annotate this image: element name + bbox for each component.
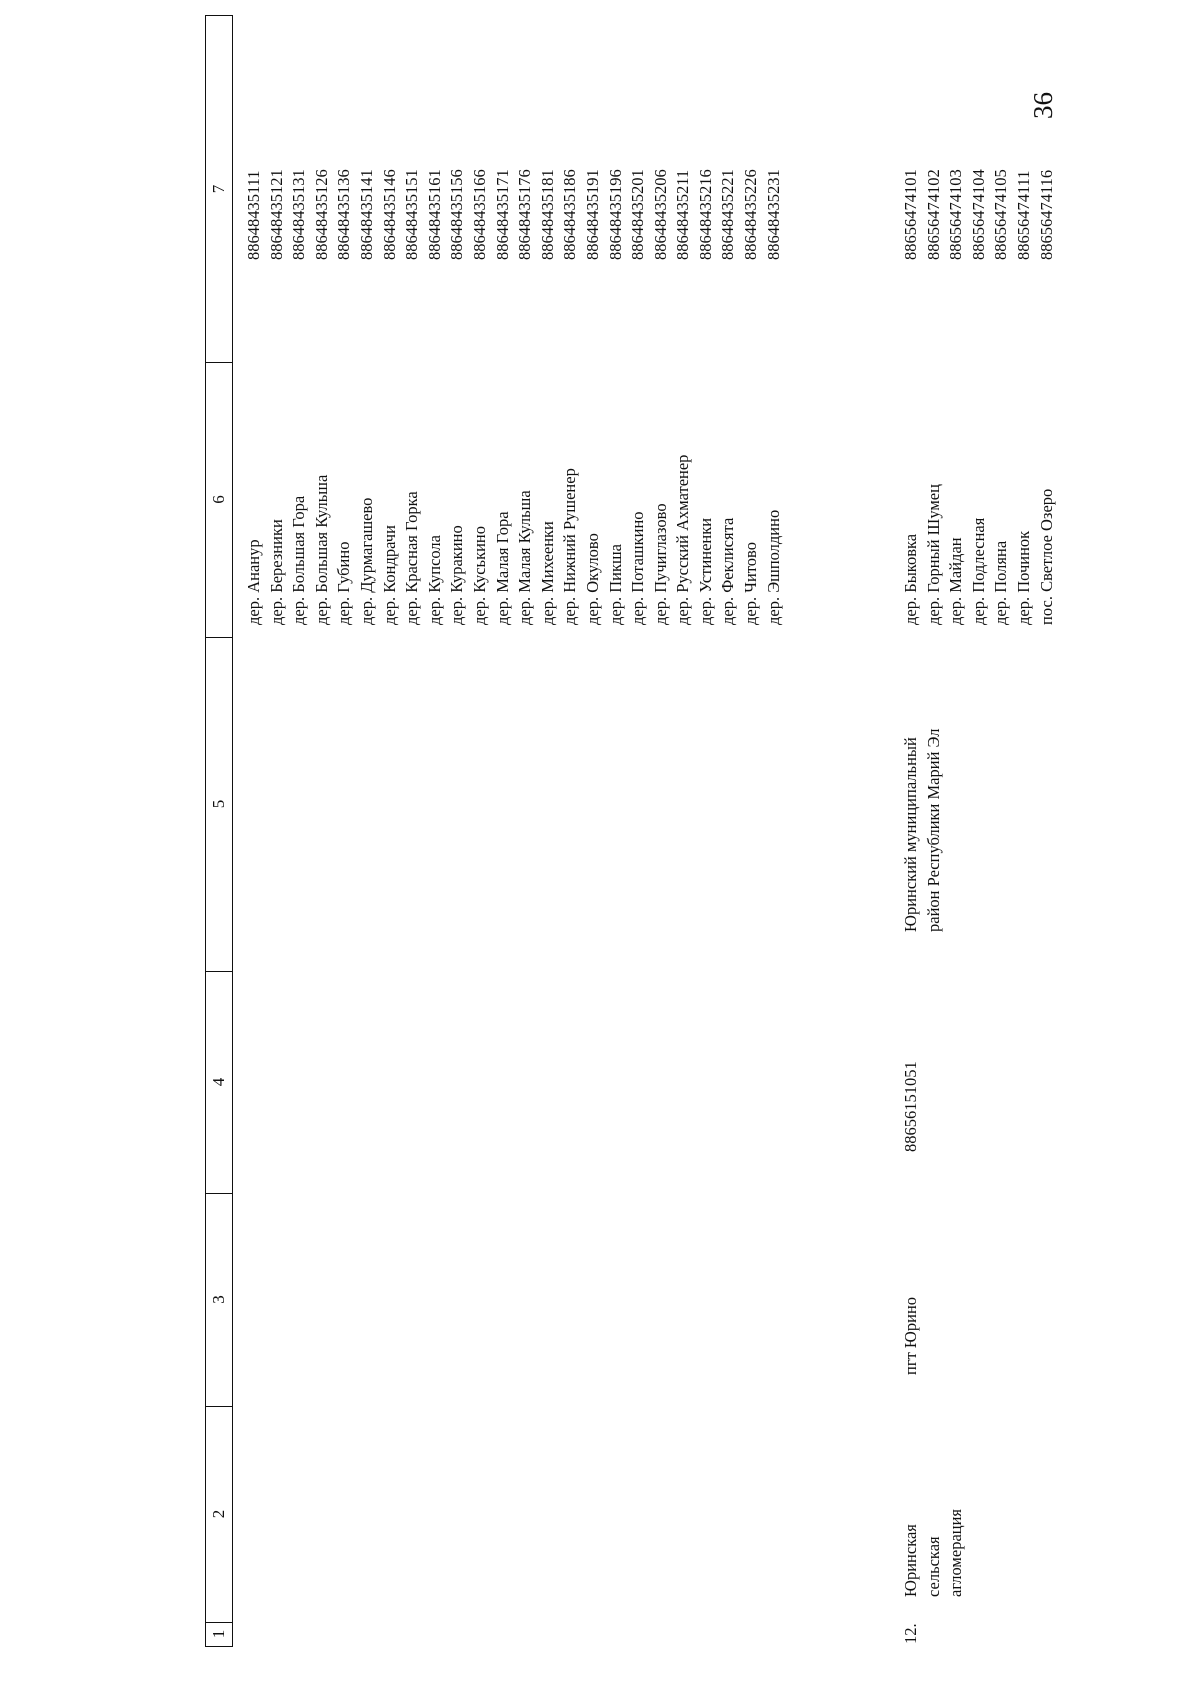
list-item: дер. Быковка [901, 533, 920, 625]
list-item: 88648435156 [447, 169, 467, 260]
list-item: дер. Большая Гора [289, 495, 309, 625]
list-item: 88648435191 [582, 169, 602, 260]
list-item: 88656474116 [1036, 169, 1056, 260]
list-item: 88656474101 [901, 169, 920, 260]
agglomeration-name [900, 1509, 968, 1597]
list-item: 88648435161 [424, 169, 444, 260]
list-item: дер. Устиненки [695, 517, 715, 625]
list-item: дер. Феклисята [718, 517, 738, 625]
list-item: 88648435221 [718, 169, 738, 260]
center-code: 88656151051 [901, 1061, 920, 1152]
row-number: 12. [901, 1623, 920, 1644]
list-item: дер. Красная Горка [402, 491, 422, 625]
list-item: дер. Большая Кульша [311, 474, 331, 625]
agglomeration-name-line: агломерация [946, 1508, 966, 1597]
list-item: 88648435141 [356, 169, 376, 260]
list-item: дер. Окулово [582, 533, 602, 625]
list-item: дер. Русский Ахматенер [673, 454, 693, 625]
list-item: 88648435216 [695, 169, 715, 260]
list-item: 88648435146 [379, 169, 399, 260]
header-col-2: 2 [206, 1406, 232, 1623]
list-item: дер. Михеенки [537, 521, 557, 625]
list-item: 88648435136 [334, 169, 354, 260]
list-item: дер. Поташкино [628, 511, 648, 625]
list-item: 88648435126 [311, 169, 331, 260]
header-col-5: 5 [206, 637, 232, 972]
list-item: дер. Подлесная [968, 517, 988, 625]
agglomeration-name-line: Юринская [901, 1524, 920, 1597]
center-settlement: пгт Юрино [901, 1296, 920, 1375]
header-col-4: 4 [206, 971, 232, 1194]
list-item: 88648435211 [673, 169, 693, 260]
list-item: дер. Куракино [447, 525, 467, 625]
list-item: дер. Кондрачи [379, 525, 399, 625]
list-item: пос. Светлое Озеро [1036, 488, 1056, 625]
list-item: 88648435166 [469, 169, 489, 260]
list-item: дер. Пикша [605, 543, 625, 625]
list-item: 88656474111 [1013, 170, 1033, 260]
list-item: 88648435201 [628, 169, 648, 260]
list-item: 88656474104 [968, 169, 988, 260]
group2-code-list [900, 169, 1058, 260]
list-item: дер. Горный Шумец [923, 484, 943, 625]
list-item: 88648435121 [266, 169, 286, 260]
list-item: дер. Березники [266, 519, 286, 625]
list-item: дер. Починок [1013, 530, 1033, 625]
header-col-7: 7 [206, 15, 232, 363]
district-line: район Республики Марий Эл [923, 728, 943, 932]
group2-settlement-list [900, 484, 1058, 625]
district-line: Юринский муниципальный [901, 737, 920, 932]
header-col-1: 1 [206, 1622, 232, 1647]
group1-settlement-list [243, 455, 785, 625]
header-col-3: 3 [206, 1193, 232, 1407]
list-item: 88656474103 [946, 169, 966, 260]
list-item: дер. Нижний Рушенер [560, 468, 580, 625]
list-item: 88648435196 [605, 169, 625, 260]
header-col-6: 6 [206, 362, 232, 638]
list-item: 88648435131 [289, 169, 309, 260]
list-item: 88656474105 [991, 169, 1011, 260]
list-item: 88648435181 [537, 169, 557, 260]
list-item: 88648435231 [763, 169, 783, 260]
group1-code-list [243, 169, 785, 260]
list-item: дер. Эшполдино [763, 509, 783, 625]
list-item: дер. Губино [334, 541, 354, 625]
column-number-header [205, 15, 233, 1647]
municipal-district [900, 729, 945, 932]
list-item: дер. Майдан [946, 537, 966, 625]
list-item: 88656474102 [923, 169, 943, 260]
list-item: 88648435176 [515, 169, 535, 260]
list-item: дер. Ананур [244, 539, 263, 625]
list-item: дер. Читово [741, 542, 761, 625]
list-item: 88648435226 [741, 169, 761, 260]
list-item: 88648435151 [402, 169, 422, 260]
list-item: 88648435171 [492, 169, 512, 260]
list-item: дер. Малая Кульша [515, 490, 535, 625]
page-number: 36 [1028, 92, 1058, 119]
list-item: дер. Пучиглазово [650, 503, 670, 625]
agglomeration-name-line: сельская [923, 1536, 943, 1597]
list-item: дер. Куськино [469, 525, 489, 625]
list-item: дер. Купсола [424, 535, 444, 625]
list-item: 88648435111 [244, 170, 263, 260]
list-item: 88648435186 [560, 169, 580, 260]
list-item: дер. Поляна [991, 540, 1011, 625]
list-item: дер. Малая Гора [492, 511, 512, 625]
list-item: дер. Дурмагашево [356, 497, 376, 625]
list-item: 88648435206 [650, 169, 670, 260]
